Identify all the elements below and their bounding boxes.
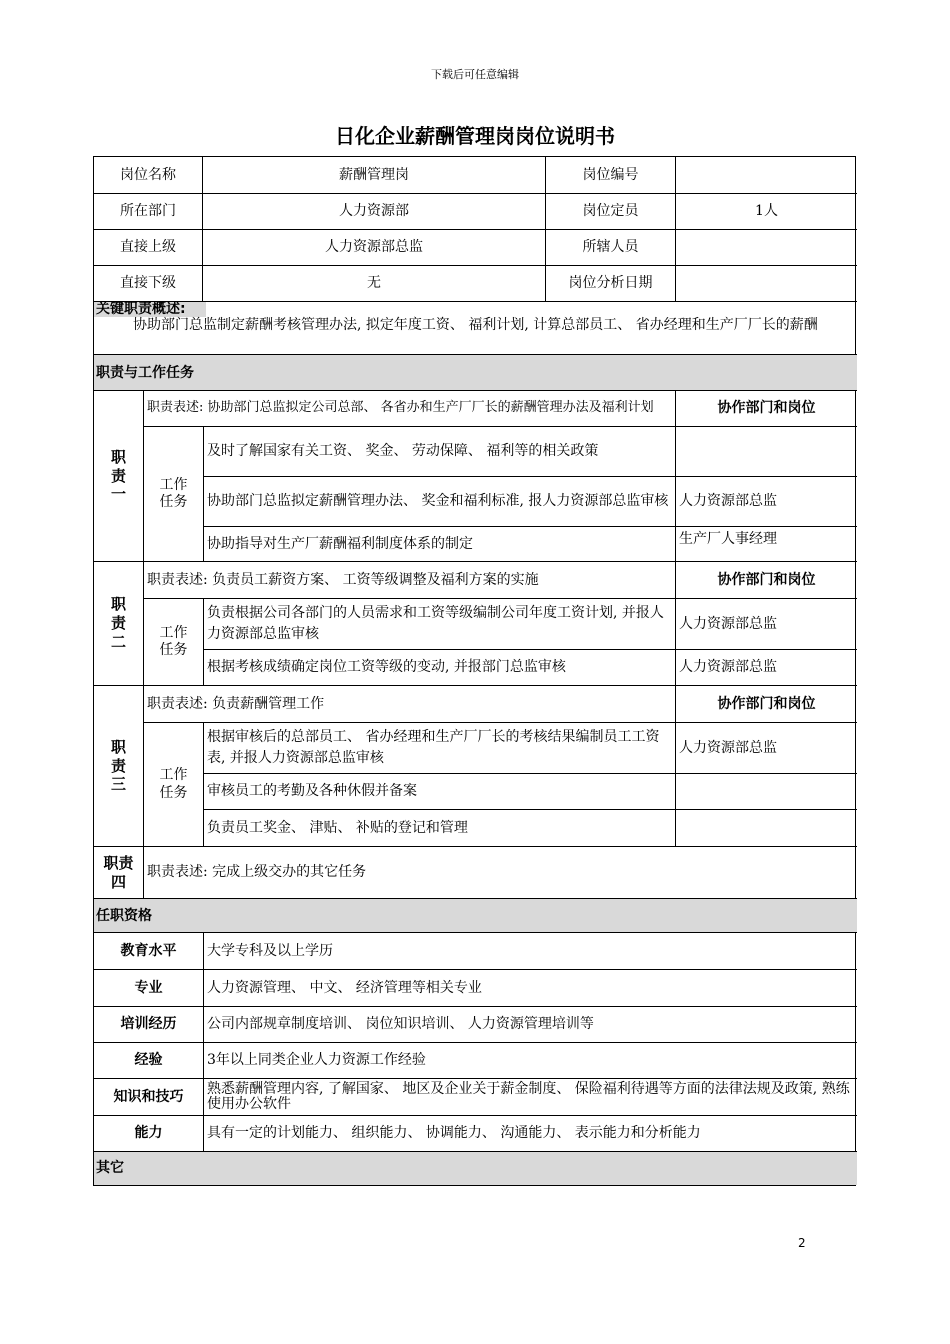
value-post-code bbox=[676, 157, 857, 194]
duties-section-title: 职责与工作任务 bbox=[96, 363, 194, 384]
label-superior: 直接上级 bbox=[94, 230, 203, 266]
value-superior: 人力资源部总监 bbox=[203, 230, 546, 266]
duties-section-heading bbox=[94, 355, 857, 391]
header-note: 下载后可任意编辑 bbox=[431, 68, 519, 81]
duty-1-tasks-label: 工作 任务 bbox=[144, 427, 204, 562]
qual-value-training: 公司内部规章制度培训、 岗位知识培训、 人力资源管理培训等 bbox=[204, 1007, 857, 1043]
duty-1-task-3-collab: 生产厂人事经理 bbox=[676, 527, 857, 562]
other-section-heading bbox=[94, 1152, 857, 1185]
duty-2-label: 职 责 二 bbox=[94, 562, 144, 686]
value-analysis-date bbox=[676, 266, 857, 302]
duty-3-task-3: 负责员工奖金、 津贴、 补贴的登记和管理 bbox=[204, 810, 676, 847]
duty-1-task-3: 协助指导对生产厂薪酬福利制度体系的制定 bbox=[204, 527, 676, 562]
label-department: 所在部门 bbox=[94, 194, 203, 230]
quals-section-title: 任职资格 bbox=[96, 906, 152, 927]
qual-value-experience: 3年以上同类企业人力资源工作经验 bbox=[204, 1043, 857, 1079]
qual-label-education: 教育水平 bbox=[94, 933, 204, 970]
duty-1-task-2: 协助部门总监拟定薪酬管理办法、 奖金和福利标准, 报人力资源部总监审核 bbox=[204, 477, 676, 527]
other-section-title: 其它 bbox=[96, 1158, 124, 1179]
duty-2-collab-header: 协作部门和岗位 bbox=[676, 562, 857, 599]
value-subordinates bbox=[676, 230, 857, 266]
duty-3-task-3-collab bbox=[676, 810, 857, 847]
duty-2-task-2: 根据考核成绩确定岗位工资等级的变动, 并报部门总监审核 bbox=[204, 650, 676, 686]
duty-3-task-2: 审核员工的考勤及各种休假并备案 bbox=[204, 774, 676, 810]
duty-1-task-2-collab: 人力资源部总监 bbox=[676, 477, 857, 527]
duty-1-statement: 职责表述: 协助部门总监拟定公司总部、 各省办和生产厂厂长的薪酬管理办法及福利计划 bbox=[144, 391, 676, 427]
value-department: 人力资源部 bbox=[203, 194, 546, 230]
value-direct-report: 无 bbox=[203, 266, 546, 302]
duty-2-task-1: 负责根据公司各部门的人员需求和工资等级编制公司年度工资计划, 并报人力资源部总监审核 bbox=[204, 599, 676, 650]
summary-text: 协助部门总监制定薪酬考核管理办法, 拟定年度工资、 福利计划, 计算总部员工、 省办经理和生产厂厂长的薪酬 bbox=[133, 317, 818, 334]
job-description-table bbox=[93, 156, 856, 1186]
label-post-name: 岗位名称 bbox=[94, 157, 203, 194]
duty-4-label: 职责 四 bbox=[94, 847, 144, 899]
duty-2-task-1-collab: 人力资源部总监 bbox=[676, 599, 857, 650]
duty-2-task-2-collab: 人力资源部总监 bbox=[676, 650, 857, 686]
label-direct-report: 直接下级 bbox=[94, 266, 203, 302]
duty-2-statement: 职责表述: 负责员工薪资方案、 工资等级调整及福利方案的实施 bbox=[144, 562, 676, 599]
qual-value-education: 大学专科及以上学历 bbox=[204, 933, 857, 970]
qual-value-knowledge: 熟悉薪酬管理内容, 了解国家、 地区及企业关于薪金制度、 保险福利待遇等方面的法律法规及政策, 熟练使用办公软件 bbox=[204, 1079, 857, 1116]
qual-label-knowledge: 知识和技巧 bbox=[94, 1079, 204, 1116]
label-post-code: 岗位编号 bbox=[546, 157, 676, 194]
duty-1-label: 职 责 一 bbox=[94, 391, 144, 562]
duty-4-statement: 职责表述: 完成上级交办的其它任务 bbox=[144, 847, 857, 899]
value-post-name: 薪酬管理岗 bbox=[203, 157, 546, 194]
duty-3-statement: 职责表述: 负责薪酬管理工作 bbox=[144, 686, 676, 723]
summary-label: 关键职责概述: bbox=[94, 302, 206, 317]
label-analysis-date: 岗位分析日期 bbox=[546, 266, 676, 302]
duty-1-task-1: 及时了解国家有关工资、 奖金、 劳动保障、 福利等的相关政策 bbox=[204, 427, 676, 477]
duty-3-label: 职 责 三 bbox=[94, 686, 144, 847]
duty-3-task-2-collab bbox=[676, 774, 857, 810]
label-headcount: 岗位定员 bbox=[546, 194, 676, 230]
duty-3-task-1-collab: 人力资源部总监 bbox=[676, 723, 857, 774]
qual-label-major: 专业 bbox=[94, 970, 204, 1007]
qual-label-experience: 经验 bbox=[94, 1043, 204, 1079]
qual-label-ability: 能力 bbox=[94, 1116, 204, 1152]
duty-3-tasks-label: 工作 任务 bbox=[144, 723, 204, 847]
duty-1-collab-header: 协作部门和岗位 bbox=[676, 391, 857, 427]
duty-3-collab-header: 协作部门和岗位 bbox=[676, 686, 857, 723]
duty-1-task-1-collab bbox=[676, 427, 857, 477]
qual-label-training: 培训经历 bbox=[94, 1007, 204, 1043]
value-headcount: 1人 bbox=[676, 194, 857, 230]
quals-section-heading bbox=[94, 899, 857, 933]
summary-section bbox=[94, 302, 857, 355]
label-subordinates: 所辖人员 bbox=[546, 230, 676, 266]
page-number: 2 bbox=[798, 1236, 806, 1250]
qual-value-major: 人力资源管理、 中文、 经济管理等相关专业 bbox=[204, 970, 857, 1007]
document-title: 日化企业薪酬管理岗岗位说明书 bbox=[335, 124, 615, 148]
duty-2-tasks-label: 工作 任务 bbox=[144, 599, 204, 686]
duty-3-task-1: 根据审核后的总部员工、 省办经理和生产厂厂长的考核结果编制员工工资表, 并报人力资源部总监审核 bbox=[204, 723, 676, 774]
qual-value-ability: 具有一定的计划能力、 组织能力、 协调能力、 沟通能力、 表示能力和分析能力 bbox=[204, 1116, 857, 1152]
